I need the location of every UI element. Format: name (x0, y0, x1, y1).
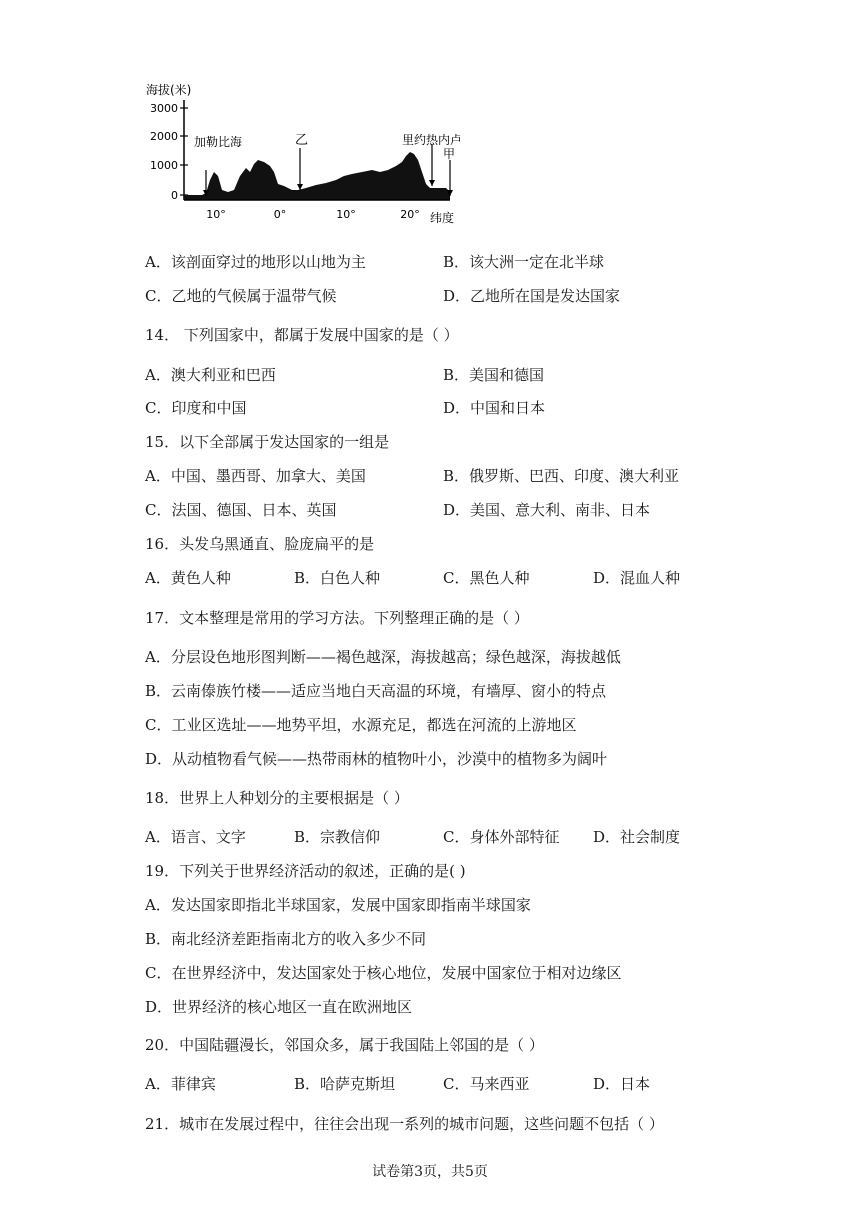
terrain-silhouette (184, 152, 450, 200)
q16-option-d: D．混血人种 (593, 569, 681, 587)
q17-stem: 17．文本整理是常用的学习方法。下列整理正确的是（ ） (145, 609, 529, 627)
q20-option-c: C．马来西亚 (443, 1075, 530, 1093)
q14-stem: 14． 下列国家中，都属于发展中国家的是（ ） (145, 326, 459, 344)
q17-option-a: A．分层设色地形图判断——褐色越深，海拔越高；绿色越深，海拔越低 (145, 648, 621, 666)
q15-option-c: C．法国、德国、日本、英国 (145, 501, 337, 519)
q20-stem: 20．中国陆疆漫长，邻国众多，属于我国陆上邻国的是（ ） (145, 1036, 544, 1054)
y-tick-label: 3000 (150, 102, 178, 115)
y-tick-label: 0 (171, 189, 178, 202)
q14-option-d: D．中国和日本 (443, 399, 546, 417)
q21-stem: 21．城市在发展过程中，往往会出现一系列的城市问题，这些问题不包括（ ） (145, 1115, 664, 1133)
q15-option-a: A．中国、墨西哥、加拿大、美国 (145, 467, 366, 485)
x-tick-label: 20° (400, 208, 420, 221)
q16-stem: 16．头发乌黑通直、脸庞扁平的是 (145, 535, 375, 553)
page-footer: 试卷第3页，共5页 (372, 1164, 488, 1180)
q18-option-c: C．身体外部特征 (443, 828, 560, 846)
yi-label: 乙 (295, 133, 309, 148)
q18-stem: 18．世界上人种划分的主要根据是（ ） (145, 789, 409, 807)
q20-option-d: D．日本 (593, 1075, 651, 1093)
q20-option-b: B．哈萨克斯坦 (294, 1075, 396, 1093)
q16-option-c: C．黑色人种 (443, 569, 530, 587)
q18-option-b: B．宗教信仰 (294, 828, 381, 846)
elevation-profile-svg (140, 72, 460, 232)
q19-option-b: B．南北经济差距指南北方的收入多少不同 (145, 930, 427, 948)
elevation-profile-figure (140, 72, 460, 232)
rio-label: 里约热内卢 (402, 133, 460, 147)
q13-option-b: B．该大洲一定在北半球 (443, 253, 605, 271)
y-tick-label: 2000 (150, 130, 178, 143)
q15-option-b: B．俄罗斯、巴西、印度、澳大利亚 (443, 467, 680, 485)
q17-option-d: D．从动植物看气候——热带雨林的植物叶小，沙漠中的植物多为阔叶 (145, 750, 608, 768)
q14-option-a: A．澳大利亚和巴西 (145, 366, 276, 384)
q13-option-a: A．该剖面穿过的地形以山地为主 (145, 253, 366, 271)
y-tick-label: 1000 (150, 159, 178, 172)
q16-option-a: A．黄色人种 (145, 569, 231, 587)
q13-option-c: C．乙地的气候属于温带气候 (145, 287, 337, 305)
q19-stem: 19．下列关于世界经济活动的叙述，正确的是( ) (145, 862, 466, 880)
q17-option-c: C．工业区选址——地势平坦，水源充足，都选在河流的上游地区 (145, 716, 577, 734)
arrow-down-icon (429, 180, 435, 186)
q16-option-b: B．白色人种 (294, 569, 381, 587)
q17-option-b: B．云南傣族竹楼——适应当地白天高温的环境，有墙厚、窗小的特点 (145, 682, 607, 700)
q13-option-d: D．乙地所在国是发达国家 (443, 287, 621, 305)
q15-option-d: D．美国、意大利、南非、日本 (443, 501, 651, 519)
x-tick-label: 10° (336, 208, 356, 221)
x-tick-label: 10° (206, 208, 226, 221)
q20-option-a: A．菲律宾 (145, 1075, 216, 1093)
q15-stem: 15．以下全部属于发达国家的一组是 (145, 433, 390, 451)
caribbean-label: 加勒比海 (194, 135, 243, 149)
q14-option-c: C．印度和中国 (145, 399, 247, 417)
q19-option-d: D．世界经济的核心地区一直在欧洲地区 (145, 998, 413, 1016)
y-axis-title: 海拔(米) (146, 83, 192, 97)
x-axis-title: 纬度 (430, 211, 455, 225)
q18-option-d: D．社会制度 (593, 828, 681, 846)
q18-option-a: A．语言、文字 (145, 828, 246, 846)
q14-option-b: B．美国和德国 (443, 366, 545, 384)
x-tick-label: 0° (273, 208, 287, 221)
jia-label: 甲 (443, 147, 456, 161)
q19-option-c: C．在世界经济中，发达国家处于核心地位，发展中国家位于相对边缘区 (145, 964, 622, 982)
q19-option-a: A．发达国家即指北半球国家，发展中国家即指南半球国家 (145, 896, 531, 914)
